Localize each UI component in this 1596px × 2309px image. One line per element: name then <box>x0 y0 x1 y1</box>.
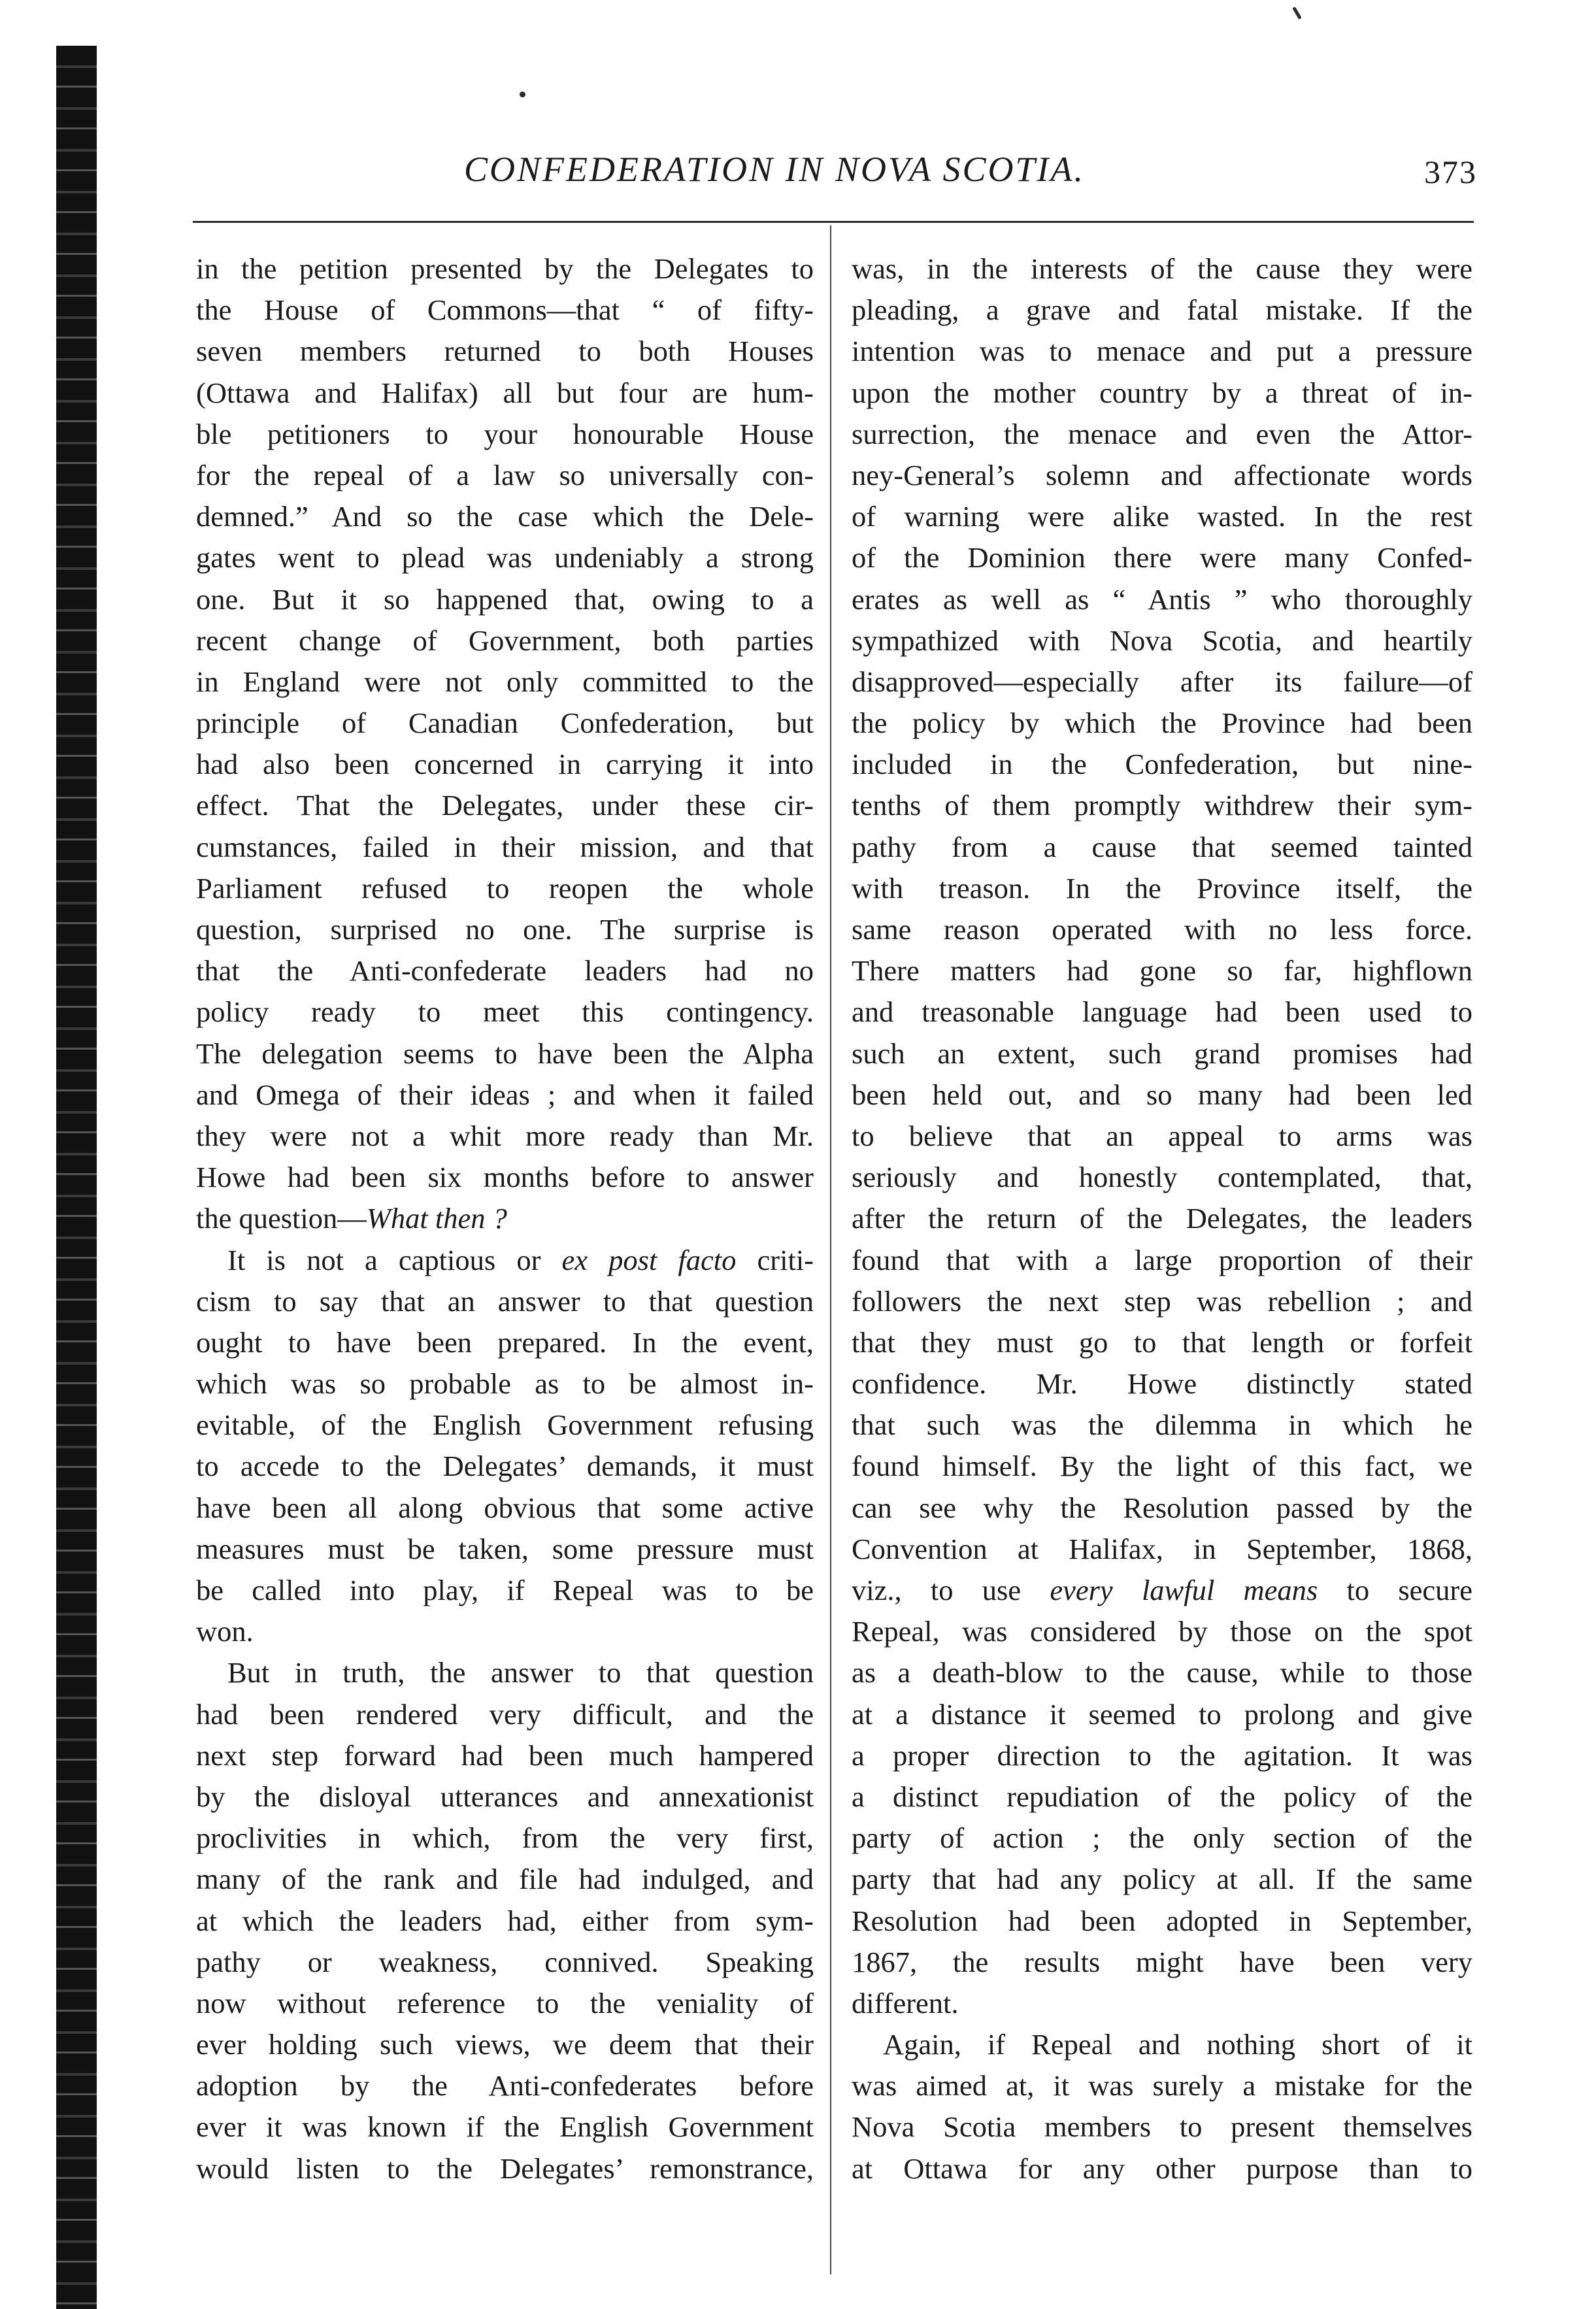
text-line: a proper direction to the agitation. It was <box>852 1738 1472 1772</box>
text-line: sympathized with Nova Scotia, and heartily <box>852 623 1472 657</box>
text-line: at which the leaders had, either from sym- <box>196 1904 814 1937</box>
text-line: to believe that an appeal to arms was <box>852 1119 1472 1152</box>
text-line: principle of Canadian Confederation, but <box>196 706 814 740</box>
text-line: measures must be taken, some pressure must <box>196 1532 814 1565</box>
text-line: and Omega of their ideas ; and when it failed <box>196 1078 814 1111</box>
text-line: have been all along obvious that some active <box>196 1491 814 1524</box>
text-line: such an extent, such grand promises had <box>852 1037 1472 1070</box>
text-line: Convention at Halifax, in September, 1868, <box>852 1532 1472 1565</box>
text-line: at a distance it seemed to prolong and give <box>852 1697 1472 1731</box>
scanned-page-binding-edge <box>56 46 97 2309</box>
text-line: for the repeal of a law so universally con- <box>196 458 814 491</box>
text-line: that the Anti-confederate leaders had no <box>196 954 814 988</box>
text-line: found that with a large proportion of their <box>852 1243 1472 1276</box>
text-line: same reason operated with no less force. <box>852 913 1472 946</box>
text-line: been held out, and so many had been led <box>852 1078 1472 1111</box>
text-line: erates as well as “ Antis ” who thoroughly <box>852 582 1472 616</box>
text-line: upon the mother country by a threat of in- <box>852 376 1472 409</box>
column-divider <box>830 225 831 2274</box>
text-line: with treason. In the Province itself, the <box>852 871 1472 905</box>
text-line: as a death-blow to the cause, while to those <box>852 1656 1472 1689</box>
text-line: seven members returned to both Houses <box>196 335 814 368</box>
text-line: the House of Commons—that “ of fifty- <box>196 293 814 327</box>
text-line: ever it was known if the English Government <box>196 2110 814 2144</box>
text-line: was aimed at, it was surely a mistake for the <box>852 2069 1472 2102</box>
text-line: a distinct repudiation of the policy of the <box>852 1780 1472 1813</box>
header-rule <box>193 221 1474 223</box>
text-line: won. <box>196 1615 254 1648</box>
text-line: Nova Scotia members to present themselves <box>852 2110 1472 2144</box>
text-line: Resolution had been adopted in September, <box>852 1904 1472 1937</box>
text-line: recent change of Government, both parties <box>196 623 814 657</box>
text-run: It is not a captious or <box>227 1243 541 1276</box>
text-line: 1867, the results might have been very <box>852 1945 1472 1978</box>
text-line: There matters had gone so far, highflown <box>852 954 1472 988</box>
text-line: ney-General’s solemn and affectionate words <box>852 458 1472 491</box>
text-line: ever holding such views, we deem that their <box>196 2028 814 2061</box>
text-line: included in the Confederation, but nine- <box>852 748 1472 781</box>
text-line: Howe had been six months before to answer <box>196 1161 814 1194</box>
text-line: of warning were alike wasted. In the rest <box>852 500 1472 533</box>
text-line <box>196 1240 814 1281</box>
text-line: was, in the interests of the cause they were <box>852 252 1472 285</box>
text-line: ought to have been prepared. In the event, <box>196 1325 814 1359</box>
text-line: But in truth, the answer to that question <box>227 1656 814 1689</box>
running-title: CONFEDERATION IN NOVA SCOTIA. <box>464 150 1085 189</box>
text-line: had also been concerned in carrying it into <box>196 748 814 781</box>
text-line: Parliament refused to reopen the whole <box>196 871 814 905</box>
ink-speck <box>1292 7 1301 20</box>
text-line: of the Dominion there were many Confed- <box>852 541 1472 574</box>
text-line: which was so probable as to be almost in- <box>196 1367 814 1401</box>
text-line: at Ottawa for any other purpose than to <box>852 2151 1472 2185</box>
text-line: next step forward had been much hampered <box>196 1738 814 1772</box>
text-line: policy ready to meet this contingency. <box>196 995 814 1029</box>
left-column <box>196 248 814 2189</box>
text-line: Again, if Repeal and nothing short of it <box>883 2028 1472 2061</box>
text-line: after the return of the Delegates, the leaders <box>852 1202 1472 1235</box>
right-column <box>852 248 1472 2189</box>
text-line: demned.” And so the case which the Dele- <box>196 500 814 533</box>
text-line: had been rendered very difficult, and the <box>196 1697 814 1731</box>
text-line: one. But it so happened that, owing to a <box>196 582 814 616</box>
text-line: to accede to the Delegates’ demands, it must <box>196 1450 814 1483</box>
text-line: different. <box>852 1986 959 2019</box>
text-line: now without reference to the veniality of <box>196 1986 814 2019</box>
page-number: 373 <box>1424 154 1477 190</box>
text-run: the question— <box>196 1202 367 1235</box>
text-line: effect. That the Delegates, under these cir- <box>196 789 814 822</box>
text-line: adoption by the Anti-confederates before <box>196 2069 814 2102</box>
text-line: tenths of them promptly withdrew their sym- <box>852 789 1472 822</box>
text-line: Repeal, was considered by those on the spot <box>852 1615 1472 1648</box>
text-line: question, surprised no one. The surprise is <box>196 913 814 946</box>
text-line: by the disloyal utterances and annexationist <box>196 1780 814 1813</box>
text-line: can see why the Resolution passed by the <box>852 1491 1472 1524</box>
text-line <box>196 1198 814 1239</box>
text-line: gates went to plead was undeniably a strong <box>196 541 814 574</box>
text-line: pleading, a grave and fatal mistake. If the <box>852 293 1472 327</box>
text-line: would listen to the Delegates’ remonstrance, <box>196 2151 814 2185</box>
text-line: evitable, of the English Government refusing <box>196 1408 814 1442</box>
text-line: proclivities in which, from the very first, <box>196 1821 814 1855</box>
text-line: party of action ; the only section of the <box>852 1821 1472 1855</box>
text-line: that they must go to that length or forfeit <box>852 1325 1472 1359</box>
text-line: and treasonable language had been used to <box>852 995 1472 1029</box>
text-run: to secure <box>1318 1574 1472 1606</box>
text-line: (Ottawa and Halifax) all but four are hum- <box>196 376 814 409</box>
text-line: followers the next step was rebellion ; and <box>852 1284 1472 1318</box>
text-line: that such was the dilemma in which he <box>852 1408 1472 1442</box>
text-line: they were not a whit more ready than Mr. <box>196 1119 814 1152</box>
italic-run: every lawful means <box>1050 1574 1318 1606</box>
text-line: cism to say that an answer to that question <box>196 1284 814 1318</box>
text-line: disapproved—especially after its failure—of <box>852 665 1472 698</box>
text-line: be called into play, if Repeal was to be <box>196 1574 814 1606</box>
text-line: party that had any policy at all. If the same <box>852 1863 1472 1896</box>
text-line: The delegation seems to have been the Alpha <box>196 1037 814 1070</box>
text-line: many of the rank and file had indulged, and <box>196 1863 814 1896</box>
text-run: viz., to use <box>852 1574 1022 1606</box>
text-run: criti- <box>736 1243 814 1276</box>
text-line: seriously and honestly contemplated, that, <box>852 1161 1472 1194</box>
ink-speck <box>520 91 525 97</box>
italic-run: What then ? <box>366 1202 507 1235</box>
page-header <box>196 149 1477 201</box>
text-line: cumstances, failed in their mission, and that <box>196 830 814 863</box>
text-line: found himself. By the light of this fact, we <box>852 1450 1472 1483</box>
text-line <box>852 1570 1472 1611</box>
text-line: intention was to menace and put a pressure <box>852 335 1472 368</box>
text-line: the policy by which the Province had been <box>852 706 1472 740</box>
text-line: ble petitioners to your honourable House <box>196 417 814 450</box>
italic-run: ex post facto <box>561 1243 737 1276</box>
text-line: surrection, the menace and even the Attor- <box>852 417 1472 450</box>
text-line: in England were not only committed to the <box>196 665 814 698</box>
text-line: pathy from a cause that seemed tainted <box>852 830 1472 863</box>
text-line: confidence. Mr. Howe distinctly stated <box>852 1367 1472 1401</box>
text-line: pathy or weakness, connived. Speaking <box>196 1945 814 1978</box>
text-line: in the petition presented by the Delegates to <box>196 252 814 285</box>
